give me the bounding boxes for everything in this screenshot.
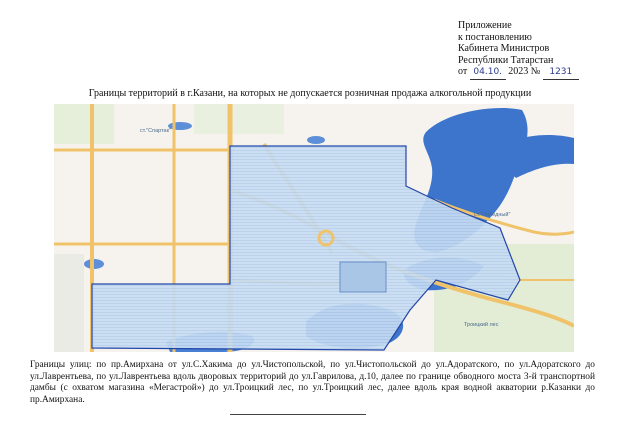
number-sign: № (530, 66, 541, 78)
appendix-line-4: Республики Татарстан (458, 54, 554, 66)
date-year: 2023 (508, 66, 529, 78)
date-prefix: от (458, 66, 468, 78)
megastroy-building (340, 262, 386, 292)
park-area (194, 104, 284, 134)
label-spartak: ст."Спартак" (140, 128, 171, 134)
pond-water (168, 122, 192, 130)
appendix-line-2: к постановлению (458, 31, 532, 43)
city-block (54, 254, 84, 352)
territory-map (54, 104, 574, 352)
appendix-line-3: Кабинета Министров (458, 43, 550, 55)
boundary-description: Границы улиц: по пр.Амирхана от ул.С.Хакима до ул.Чистопольской, по ул.Чистопольской до ул.Адоратского, по ул.Адоратского до ул.Лаврентьева, по ул.Лаврентьева вдоль дворовых территорий до ул.Гаврилова, д.10, далее по границе обводного моста 3-й транспортной дамбы (с охватом магазина «Мегастрой») до ул.Троицкий лес, по ул.Троицкий лес, далее вдоль края водной акватории р.Казанки до пр.Амирхана. (30, 360, 595, 405)
document-title: Границы территорий в г.Казани, на которых не допускается розничная продажа алкогольной продукции (88, 88, 532, 99)
label-pobednyi: ст."Победный" (474, 212, 511, 218)
pond-water (307, 136, 325, 144)
decree-number: 1231 (543, 67, 579, 80)
label-troitskiy-les: Троицкий лес (464, 322, 499, 328)
appendix-header (458, 20, 579, 80)
date-value: 04.10. (470, 67, 506, 80)
appendix-date-line (458, 66, 579, 80)
map-svg (54, 104, 574, 352)
park-area (54, 104, 114, 144)
signature-line (230, 414, 366, 415)
appendix-line-1: Приложение (458, 20, 512, 31)
